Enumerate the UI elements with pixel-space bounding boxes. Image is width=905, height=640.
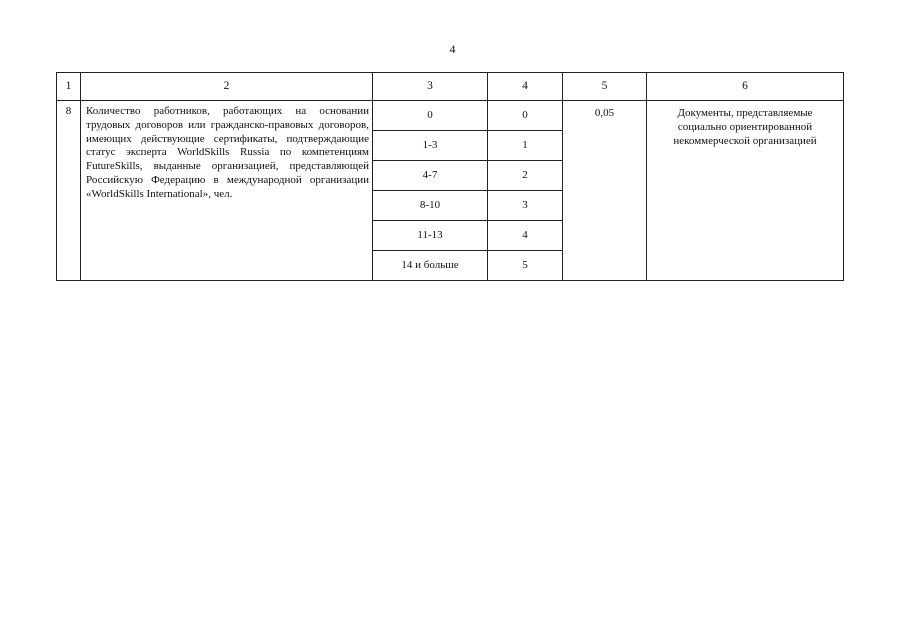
documents-cell: Документы, представляемые социально ориентированной некоммерческой организацией — [647, 101, 844, 281]
points-cell: 4 — [488, 221, 563, 251]
range-cell: 0 — [373, 101, 488, 131]
header-cell: 6 — [647, 73, 844, 101]
criterion-description-text: Количество работников, работающих на основании трудовых договоров или гражданско-правовых договоров, имеющих действующие сертификаты, подтверждающие статус эксперта WorldSkills Russia по компетенциям FutureSkills, выданные организацией, представляющей Российскую Федерацию в международной организации «WorldSkills International», чел. — [86, 105, 369, 200]
header-cell: 1 — [57, 73, 81, 101]
range-cell: 1-3 — [373, 131, 488, 161]
page-number: 4 — [449, 42, 456, 56]
criteria-table — [56, 72, 844, 281]
header-row — [57, 73, 844, 101]
row-number: 8 — [57, 101, 81, 281]
header-cell: 5 — [563, 73, 647, 101]
points-cell: 1 — [488, 131, 563, 161]
points-cell: 2 — [488, 161, 563, 191]
range-cell: 8-10 — [373, 191, 488, 221]
coefficient-cell: 0,05 — [563, 101, 647, 281]
points-cell: 3 — [488, 191, 563, 221]
points-cell: 5 — [488, 251, 563, 281]
range-cell: 11-13 — [373, 221, 488, 251]
range-cell: 14 и больше — [373, 251, 488, 281]
points-cell: 0 — [488, 101, 563, 131]
range-cell: 4-7 — [373, 161, 488, 191]
header-cell: 3 — [373, 73, 488, 101]
table-row — [57, 101, 844, 131]
header-cell: 2 — [81, 73, 373, 101]
header-cell: 4 — [488, 73, 563, 101]
criterion-description — [81, 101, 373, 281]
